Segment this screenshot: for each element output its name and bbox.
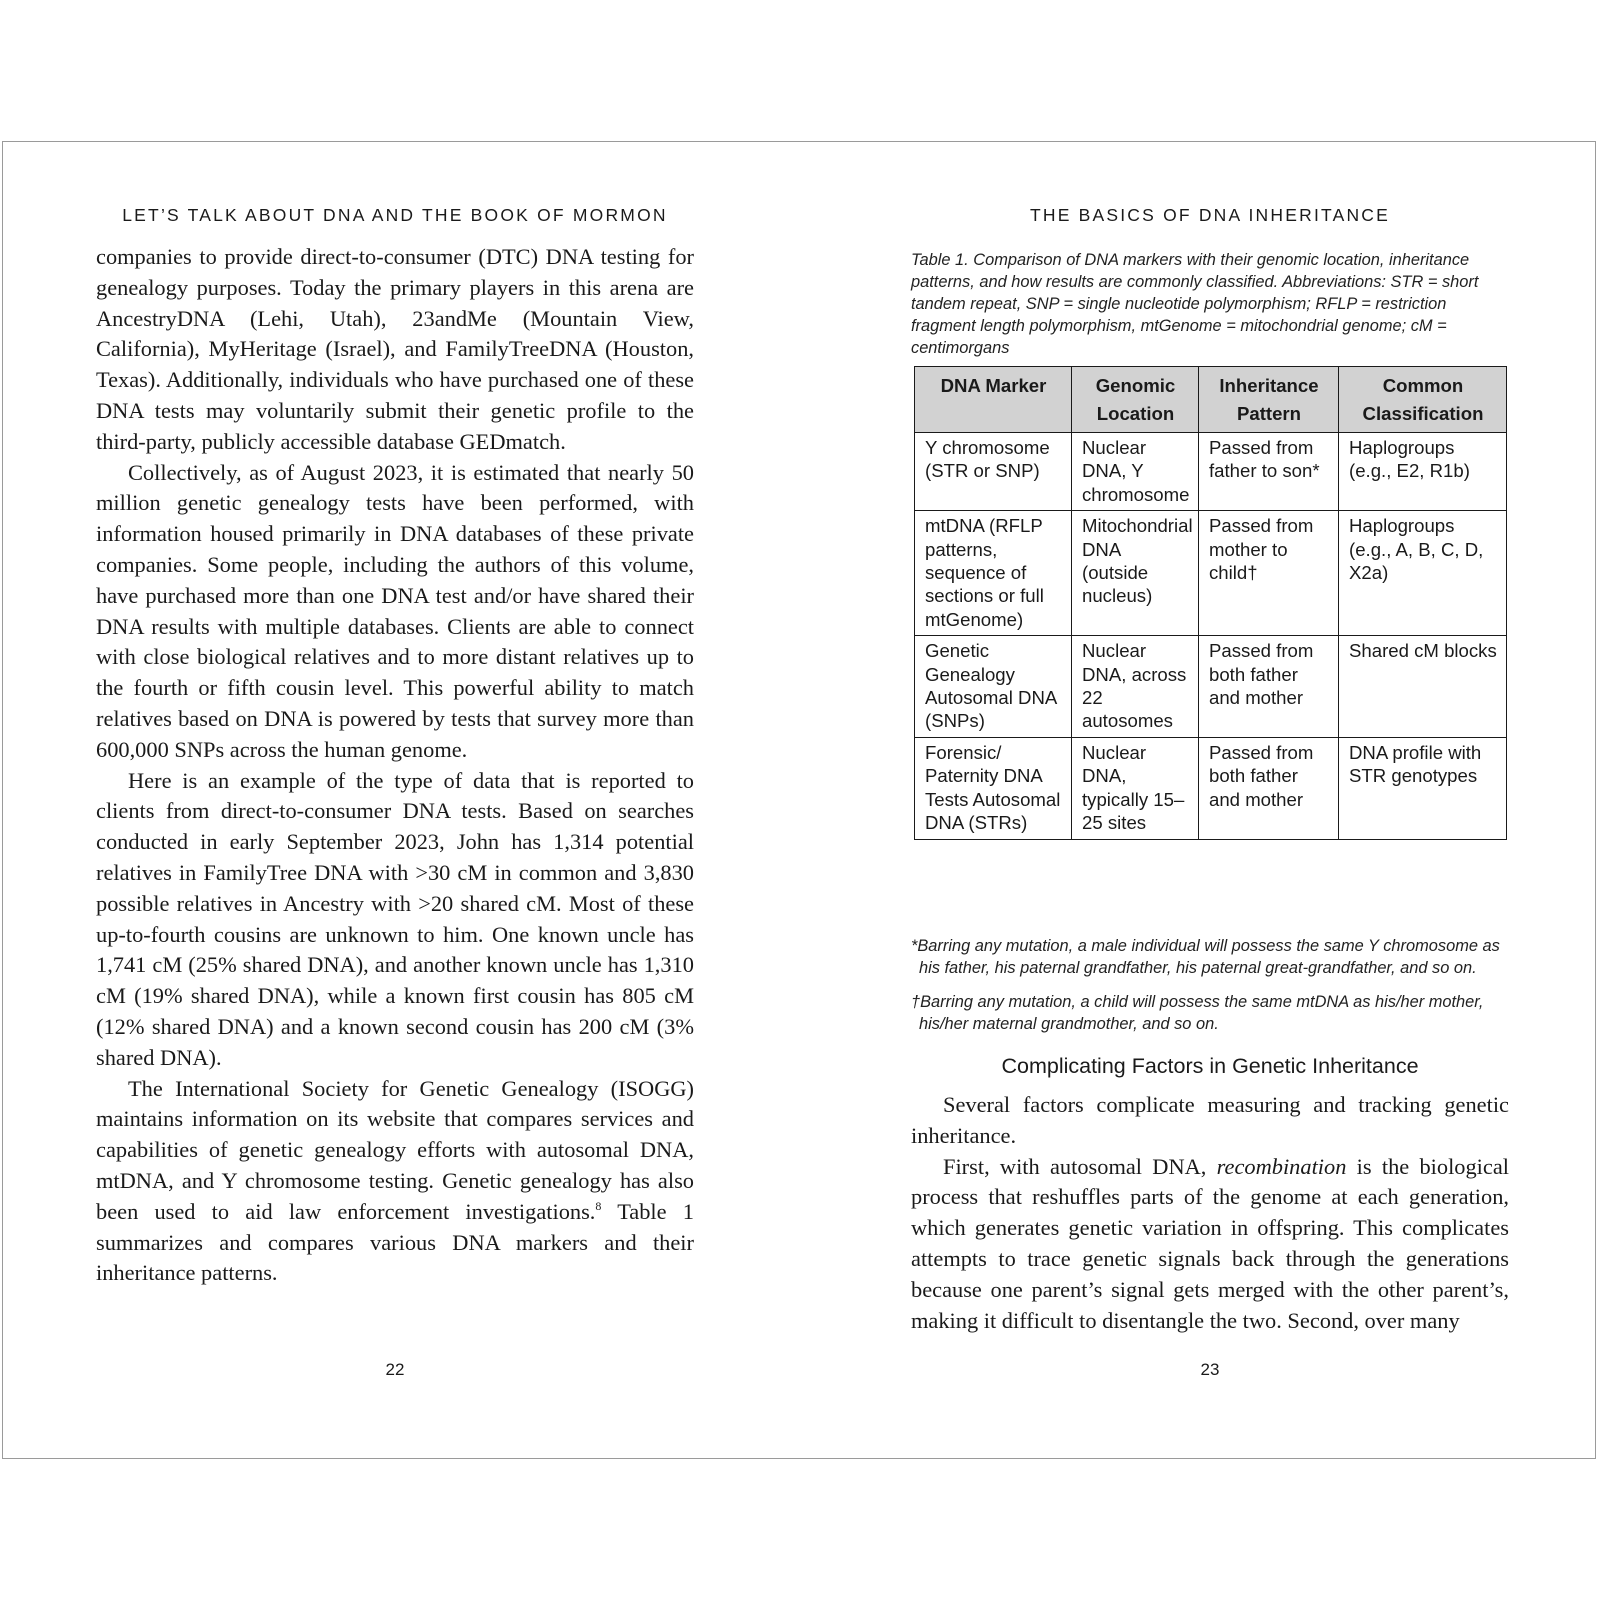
- footnote-reference[interactable]: 8: [595, 1198, 602, 1213]
- table-caption: [911, 249, 1509, 359]
- table-row: [915, 636, 1507, 738]
- table-caption-text: Comparison of DNA markers with their genomic location, inheritance patterns, and how results are commonly classified. Abbreviations: STR = short tandem repeat, SNP = single nucleotide polymorphism; RFLP = restriction fragment length polymorphism, mtGenome = mitochondrial genome; cM = centimorgans: [911, 251, 1479, 357]
- table-cell: Nuclear DNA, typically 15–25 sites: [1072, 737, 1199, 839]
- paragraph: [96, 1074, 694, 1290]
- paragraph-text: Table 1 summarizes and compares various DNA markers and their inheritance patterns.: [96, 1198, 694, 1286]
- table-header-cell: Genomic Location: [1072, 367, 1199, 433]
- paragraph-text: is the biological process that reshuffles parts of the genome at each generation, which generates genetic variation in offspring. This complicates attempts to trace genetic signals back through the generations because one parent’s signal gets merged with the other parent’s, making it difficult to disentangle the two. Second, over many: [911, 1153, 1510, 1333]
- table-footnotes: [911, 935, 1509, 1047]
- table-cell: Mitochondrial DNA (outside nucleus): [1072, 511, 1199, 636]
- table-header-cell: Inheritance Pattern: [1199, 367, 1339, 433]
- table-cell: Nuclear DNA, Y chromosome: [1072, 433, 1199, 511]
- paragraph: [911, 1152, 1509, 1337]
- paragraph-text: The International Society for Genetic Genealogy (ISOGG) maintains information on its website that compares services and capabilities of genetic genealogy efforts with autosomal DNA, mtDNA, and Y chromosome testing. Genetic genealogy has also been used to aid law enforcement investigations.: [96, 1075, 694, 1224]
- page-number-left: 22: [385, 1360, 405, 1379]
- table-cell: Passed from both father and mother: [1199, 636, 1339, 738]
- paragraph-text: First, with autosomal DNA,: [943, 1153, 1217, 1179]
- table-cell: Passed from both father and mother: [1199, 737, 1339, 839]
- dna-markers-table: [914, 366, 1507, 840]
- table-cell: DNA profile with STR genotypes: [1339, 737, 1507, 839]
- table-cell: Shared cM blocks: [1339, 636, 1507, 738]
- paragraph: Collectively, as of August 2023, it is estimated that nearly 50 million genetic genealogy tests have been performed, with information housed primarily in DNA databases of these private companies. Some people, including the authors of this volume, have purchased more than one DNA test and/or have shared their DNA results with multiple databases. Clients are able to connect with close biological relatives and to more distant relatives up to the fourth or fifth cousin level. This powerful ability to match relatives based on DNA is powered by tests that survey more than 600,000 SNPs across the human genome.: [96, 459, 694, 762]
- table-footnote: †Barring any mutation, a child will possess the same mtDNA as his/her mother, his/her maternal grandmother, and so on.: [911, 993, 1484, 1033]
- paragraph: companies to provide direct-to-consumer (DTC) DNA testing for genealogy purposes. Today the primary players in this arena are AncestryDNA (Lehi, Utah), 23andMe (Mountain View, California), MyHeritage (Israel), and FamilyTreeDNA (Houston, Texas). Additionally, individuals who have purchased one of these DNA tests may voluntarily submit their genetic profile to the third-party, publicly accessible database GEDmatch.: [96, 244, 694, 454]
- italic-term: recombination: [1216, 1153, 1347, 1179]
- table-cell: Genetic Genealogy Autosomal DNA (SNPs): [915, 636, 1072, 738]
- table-row: [915, 433, 1507, 511]
- section-subheading: Complicating Factors in Genetic Inheritance: [1001, 1054, 1419, 1078]
- book-spread: [2, 141, 1596, 1459]
- table-cell: Haplogroups (e.g., A, B, C, D, X2a): [1339, 511, 1507, 636]
- table-cell: Nuclear DNA, across 22 autosomes: [1072, 636, 1199, 738]
- table-cell: Passed from father to son*: [1199, 433, 1339, 511]
- right-body-text: [911, 1090, 1509, 1336]
- table-row: [915, 737, 1507, 839]
- table-cell: Haplogroups (e.g., E2, R1b): [1339, 433, 1507, 511]
- table-header-cell: DNA Marker: [915, 367, 1072, 433]
- table-cell: Y chromosome (STR or SNP): [915, 433, 1072, 511]
- table-header-row: [915, 367, 1507, 433]
- table-cell: mtDNA (RFLP patterns, sequence of sections or full mtGenome): [915, 511, 1072, 636]
- left-body-text: [96, 242, 694, 1289]
- table-header-cell: Common Classification: [1339, 367, 1507, 433]
- table-caption-label: Table 1.: [911, 251, 969, 269]
- paragraph: Several factors complicate measuring and tracking genetic inheritance.: [911, 1092, 1509, 1148]
- table-cell: Passed from mother to child†: [1199, 511, 1339, 636]
- paragraph: Here is an example of the type of data that is reported to clients from direct-to-consumer DNA tests. Based on searches conducted in early September 2023, John has 1,314 potential relatives in FamilyTree DNA with >30 cM in common and 3,830 possible relatives in Ancestry with >20 shared cM. Most of these up-to-fourth cousins are unknown to him. One known uncle has 1,741 cM (25% shared DNA), and another known uncle has 1,310 cM (19% shared DNA), while a known first cousin has 805 cM (12% shared DNA) and a known second cousin has 200 cM (3% shared DNA).: [96, 767, 694, 1070]
- page-number-right: 23: [1200, 1360, 1220, 1379]
- running-head-right: THE BASICS OF DNA INHERITANCE: [1029, 205, 1391, 225]
- table-row: [915, 511, 1507, 636]
- table-footnote: *Barring any mutation, a male individual will possess the same Y chromosome as his father, his paternal grandfather, his paternal great-grandfather, and so on.: [911, 937, 1500, 977]
- running-head-left: LET’S TALK ABOUT DNA AND THE BOOK OF MORMON: [122, 205, 668, 225]
- table-cell: Forensic/ Paternity DNA Tests Autosomal DNA (STRs): [915, 737, 1072, 839]
